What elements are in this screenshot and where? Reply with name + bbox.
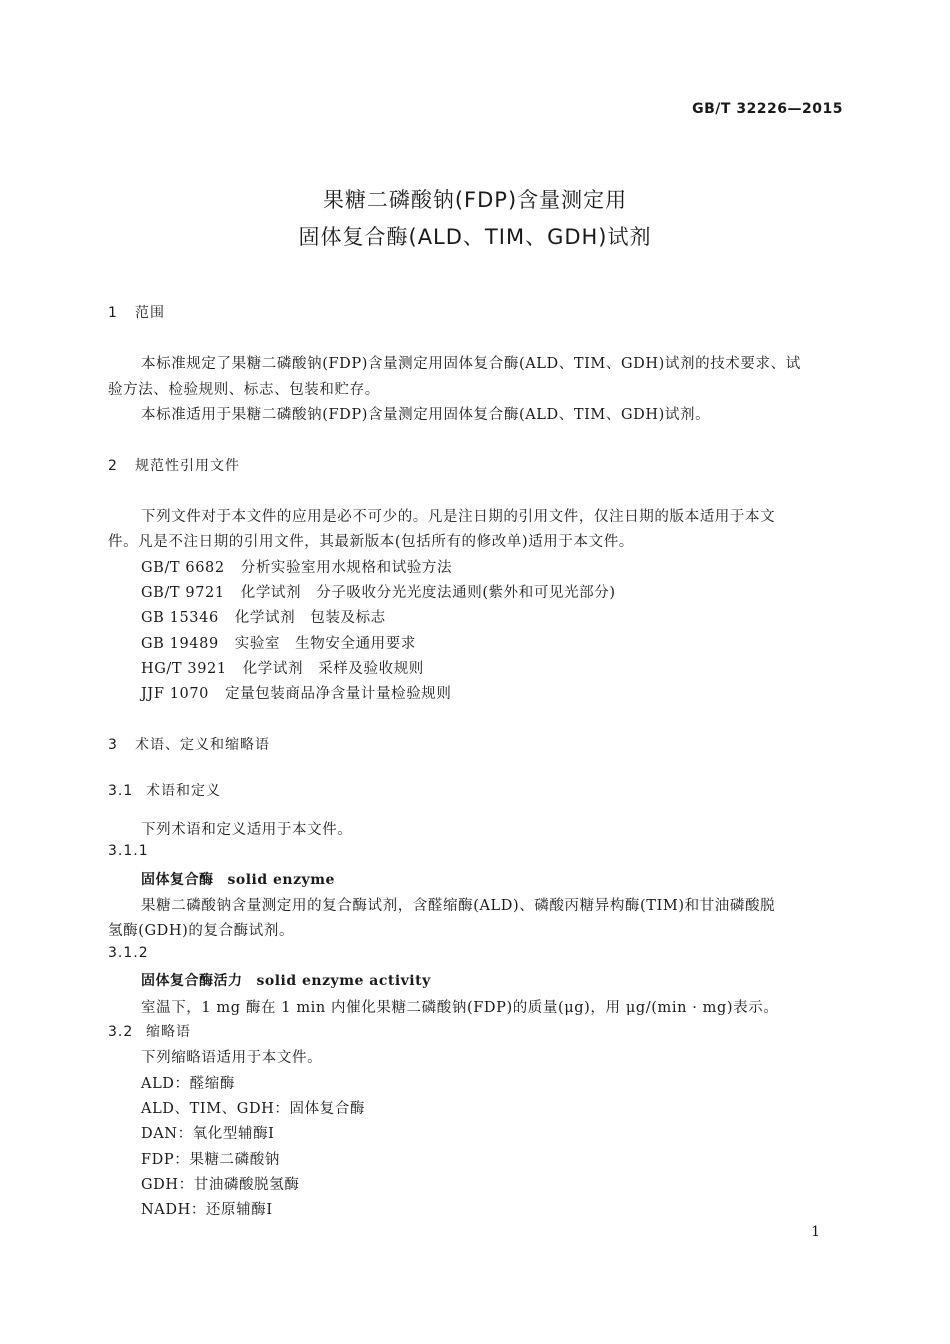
term-1-number: 3.1.1 (108, 843, 149, 859)
reference-item (141, 606, 386, 627)
abbreviation-item: FDP：果糖二磷酸钠 (141, 1152, 280, 1168)
reference-item (141, 657, 424, 678)
section-2-number: 2 (108, 458, 118, 474)
document-title-line-2: 固体复合酶(ALD、TIM、GDH)试剂 (298, 225, 652, 249)
term-1-english: solid enzyme (227, 872, 335, 888)
section-3-2-number: 3.2 (108, 1024, 134, 1040)
normative-refs-paragraph-line-1: 下列文件对于本文件的应用是必不可少的。凡是注日期的引用文件，仅注日期的版本适用于本文 (141, 509, 776, 525)
section-3-number: 3 (108, 737, 118, 753)
section-3-2-title: 缩略语 (146, 1024, 191, 1040)
reference-title: 化学试剂 分子吸收分光光度法通则(紫外和可见光部分) (240, 585, 616, 601)
term-2-english: solid enzyme activity (256, 973, 431, 989)
page-number: 1 (811, 1224, 820, 1240)
normative-refs-paragraph-line-2: 件。凡是不注日期的引用文件，其最新版本(包括所有的修改单)适用于本文件。 (108, 534, 634, 550)
reference-item (141, 682, 452, 703)
section-2-title: 规范性引用文件 (135, 458, 240, 474)
abbreviations-intro: 下列缩略语适用于本文件。 (141, 1050, 323, 1066)
section-3-heading (108, 734, 270, 754)
section-2-heading (108, 455, 240, 475)
term-1-definition-line-1: 果糖二磷酸钠含量测定用的复合酶试剂，含醛缩酶(ALD)、磷酸丙糖异构酶(TIM)和甘油磷酸脱 (141, 898, 776, 914)
reference-code: GB/T 9721 (141, 585, 225, 601)
reference-item (141, 556, 452, 577)
reference-code: GB/T 6682 (141, 560, 225, 576)
reference-title: 定量包装商品净含量计量检验规则 (225, 686, 452, 702)
section-3-1-title: 术语和定义 (146, 783, 221, 799)
section-1-number: 1 (108, 305, 118, 321)
section-3-1-number: 3.1 (108, 783, 134, 799)
standard-number: GB/T 32226—2015 (692, 101, 843, 117)
abbreviation-item: NADH：还原辅酶Ⅰ (141, 1202, 273, 1218)
reference-code: GB 15346 (141, 610, 219, 626)
term-2-definition: 室温下，1 mg 酶在 1 min 内催化果糖二磷酸钠(FDP)的质量(μg)，用 μg/(min · mg)表示。 (141, 1000, 779, 1016)
section-3-2-heading (108, 1021, 191, 1041)
scope-paragraph-1-line-1: 本标准规定了果糖二磷酸钠(FDP)含量测定用固体复合酶(ALD、TIM、GDH)试剂的技术要求、试 (141, 356, 801, 372)
reference-title: 化学试剂 包装及标志 (234, 610, 386, 626)
term-1-name (141, 869, 335, 889)
reference-title: 化学试剂 采样及验收规则 (242, 661, 424, 677)
term-2-chinese: 固体复合酶活力 (141, 973, 243, 989)
term-1-chinese: 固体复合酶 (141, 872, 214, 888)
section-3-title: 术语、定义和缩略语 (135, 737, 270, 753)
term-1-definition-line-2: 氢酶(GDH)的复合酶试剂。 (108, 923, 295, 939)
terms-intro: 下列术语和定义适用于本文件。 (141, 822, 353, 838)
abbreviation-item: ALD：醛缩酶 (141, 1076, 235, 1092)
term-2-number: 3.1.2 (108, 945, 149, 961)
section-3-1-heading (108, 780, 221, 800)
reference-code: JJF 1070 (141, 686, 209, 702)
section-1-title: 范围 (135, 305, 165, 321)
reference-code: GB 19489 (141, 636, 219, 652)
abbreviation-item: DAN：氧化型辅酶Ⅰ (141, 1126, 275, 1142)
reference-code: HG/T 3921 (141, 661, 227, 677)
reference-title: 分析实验室用水规格和试验方法 (240, 560, 453, 576)
abbreviation-item: ALD、TIM、GDH：固体复合酶 (141, 1101, 366, 1117)
scope-paragraph-2: 本标准适用于果糖二磷酸钠(FDP)含量测定用固体复合酶(ALD、TIM、GDH)试剂。 (141, 407, 711, 423)
term-2-name (141, 970, 431, 990)
abbreviation-item: GDH：甘油磷酸脱氢酶 (141, 1177, 300, 1193)
scope-paragraph-1-line-2: 验方法、检验规则、标志、包装和贮存。 (108, 382, 380, 398)
reference-item (141, 581, 616, 602)
reference-title: 实验室 生物安全通用要求 (234, 636, 416, 652)
section-1-heading (108, 302, 165, 322)
reference-item (141, 632, 416, 653)
document-title-line-1: 果糖二磷酸钠(FDP)含量测定用 (322, 188, 628, 212)
